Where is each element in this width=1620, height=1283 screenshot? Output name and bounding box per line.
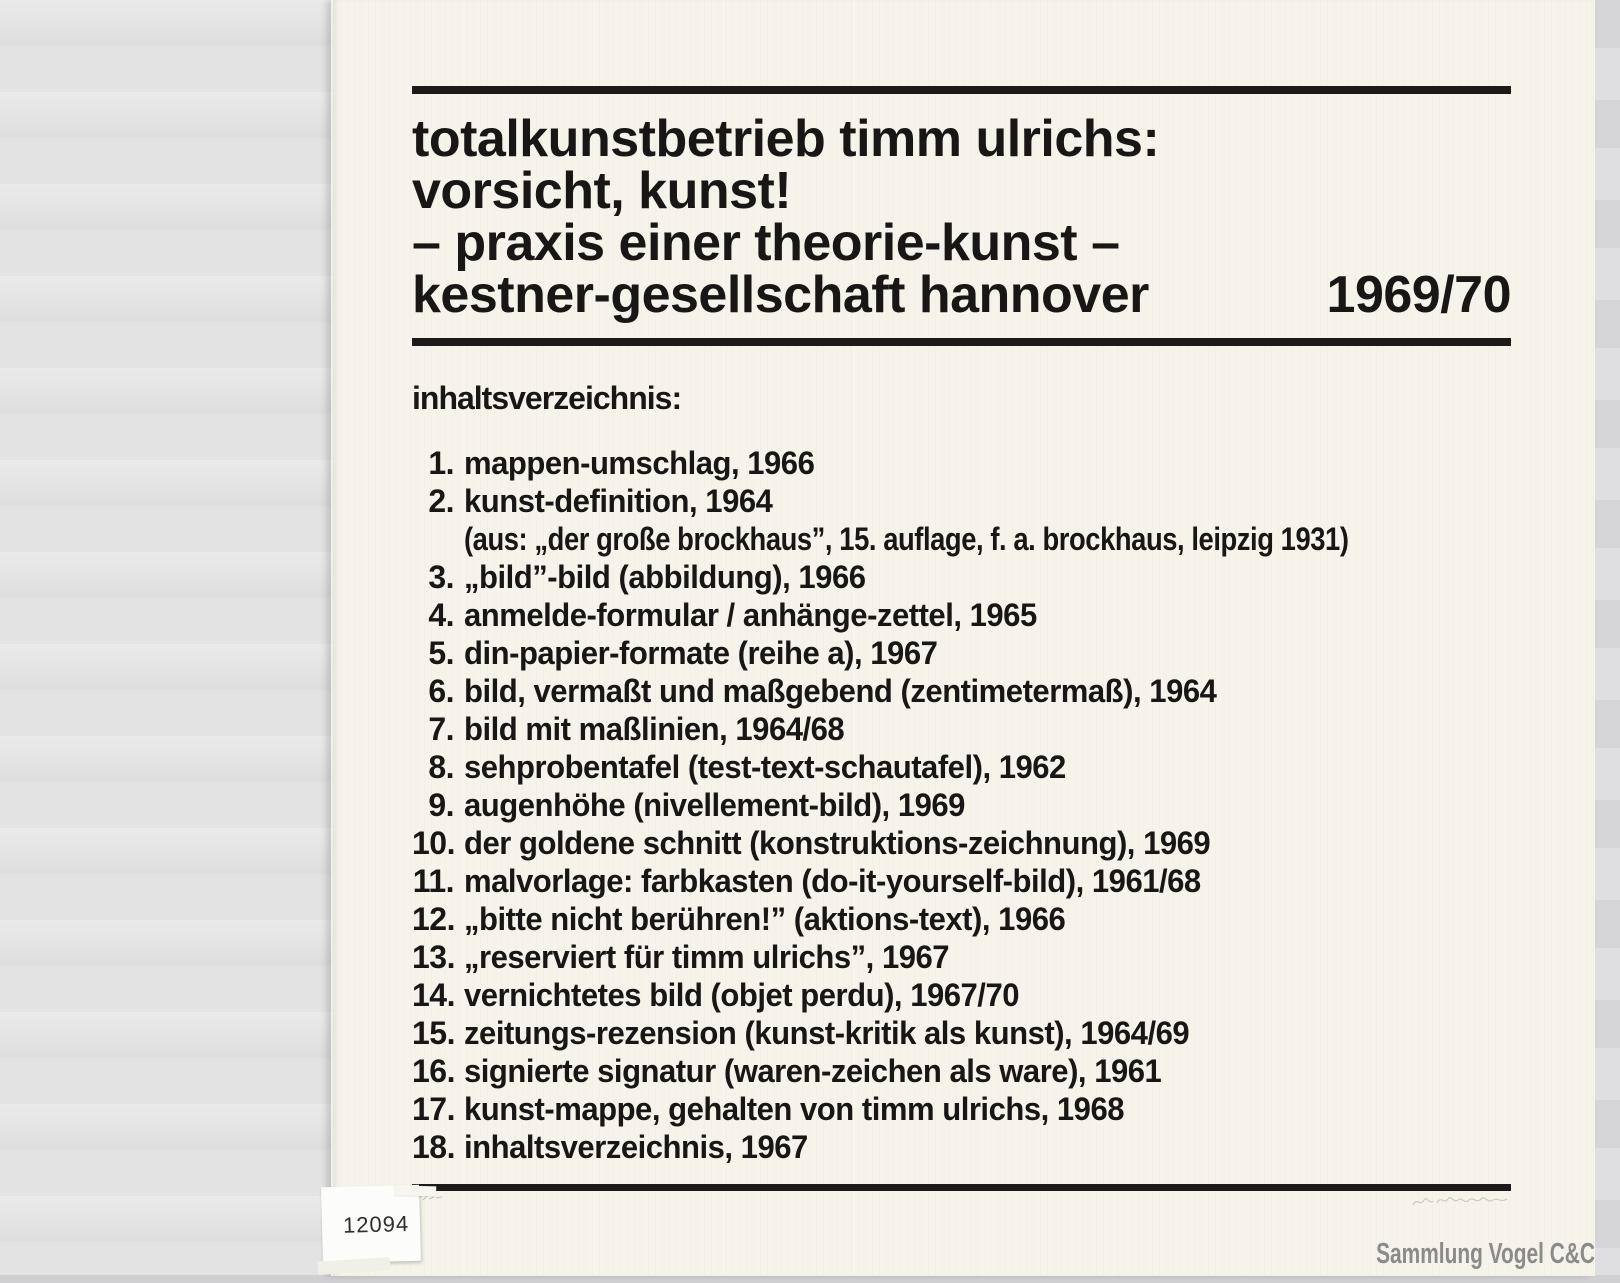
- item-number: 2.: [428, 483, 454, 519]
- item-text: augenhöhe (nivellement-bild), 1969: [464, 787, 965, 823]
- toc-item: [412, 786, 1522, 824]
- item-text: vernichtetes bild (objet perdu), 1967/70: [464, 977, 1020, 1013]
- item-text: (aus: „der große brockhaus”, 15. auflage, f. a. brockhaus, leipzig 1931): [464, 521, 1349, 557]
- toc-item: [412, 444, 1522, 482]
- toc-item: [412, 1014, 1522, 1052]
- toc-item: [412, 520, 1522, 558]
- toc-item: [412, 710, 1522, 748]
- item-text: malvorlage: farbkasten (do-it-yourself-bild), 1961/68: [464, 863, 1201, 899]
- toc-item: [412, 1052, 1522, 1090]
- item-text: signierte signatur (waren-zeichen als ware), 1961: [464, 1053, 1162, 1089]
- toc-item: [412, 596, 1522, 634]
- item-number: 17.: [412, 1091, 455, 1127]
- year-label: 1969/70: [1326, 266, 1511, 324]
- bottom-rule: [412, 1184, 1511, 1191]
- scanner-strip-bottom: [0, 1275, 1620, 1283]
- item-number: 13.: [412, 939, 455, 975]
- toc-item: [412, 938, 1522, 976]
- item-text: inhaltsverzeichnis, 1967: [464, 1129, 808, 1165]
- item-number: 14.: [412, 977, 455, 1013]
- item-number: 1.: [428, 445, 454, 481]
- item-text: „reserviert für timm ulrichs”, 1967: [464, 939, 950, 975]
- item-number: 15.: [412, 1015, 455, 1051]
- paper-sheet: [333, 0, 1595, 1276]
- item-number: 16.: [412, 1053, 455, 1089]
- title-line-2: vorsicht, kunst!: [412, 162, 792, 220]
- pencil-signature: [1411, 1189, 1511, 1213]
- item-text: bild mit maßlinien, 1964/68: [464, 711, 845, 747]
- middle-rule: [412, 338, 1511, 346]
- toc-list: [412, 444, 1522, 1166]
- item-text: „bitte nicht berühren!” (aktions-text), 1966: [464, 901, 1066, 937]
- venue-label: kestner-gesellschaft hannover: [412, 266, 1149, 324]
- toc-heading: inhaltsverzeichnis:: [412, 380, 682, 416]
- item-number: 7.: [428, 711, 454, 747]
- item-text: „bild”-bild (abbildung), 1966: [464, 559, 866, 595]
- collection-stamp-text: Sammlung Vogel C&C: [1376, 1238, 1595, 1270]
- item-number: 18.: [412, 1129, 455, 1165]
- item-number: 5.: [428, 635, 454, 671]
- title-line-3: – praxis einer theorie-kunst –: [412, 214, 1120, 272]
- item-number: 4.: [428, 597, 454, 633]
- item-text: mappen-umschlag, 1966: [464, 445, 815, 481]
- toc-item: [412, 862, 1522, 900]
- item-text: der goldene schnitt (konstruktions-zeichnung), 1969: [464, 825, 1211, 861]
- item-text: anmelde-formular / anhänge-zettel, 1965: [464, 597, 1037, 633]
- collection-stamp: [1291, 1238, 1595, 1271]
- toc-item: [412, 558, 1522, 596]
- item-text: sehprobentafel (test-text-schautafel), 1962: [464, 749, 1066, 785]
- title-line-4: [412, 266, 1511, 324]
- toc-item: [412, 748, 1522, 786]
- exhibition-title: [412, 110, 1511, 324]
- item-number: 6.: [428, 673, 454, 709]
- item-text: kunst-mappe, gehalten von timm ulrichs, 1968: [464, 1091, 1124, 1127]
- title-line-1: totalkunstbetrieb timm ulrichs:: [412, 110, 1160, 168]
- item-text: bild, vermaßt und maßgebend (zentimetermaß), 1964: [464, 673, 1217, 709]
- scanner-band-right: [1595, 0, 1620, 1283]
- toc-item: [412, 1128, 1522, 1166]
- toc-item: [412, 824, 1522, 862]
- item-text: kunst-definition, 1964: [464, 483, 773, 519]
- toc-item: [412, 1090, 1522, 1128]
- inventory-number: 12094: [342, 1211, 410, 1238]
- toc-item: [412, 900, 1522, 938]
- item-text: zeitungs-rezension (kunst-kritik als kunst), 1964/69: [464, 1015, 1190, 1051]
- toc-item: [412, 976, 1522, 1014]
- item-number: 12.: [412, 901, 455, 937]
- top-rule: [412, 86, 1511, 94]
- item-number: 8.: [428, 749, 454, 785]
- item-number: 9.: [428, 787, 454, 823]
- sticker-flap: [394, 1185, 436, 1196]
- toc-item: [412, 672, 1522, 710]
- item-number: 11.: [412, 863, 454, 899]
- item-text: din-papier-formate (reihe a), 1967: [464, 635, 938, 671]
- item-number: 3.: [428, 559, 454, 595]
- item-number: 10.: [412, 825, 455, 861]
- toc-item: [412, 482, 1522, 520]
- inventory-sticker: [321, 1185, 421, 1264]
- toc-item: [412, 634, 1522, 672]
